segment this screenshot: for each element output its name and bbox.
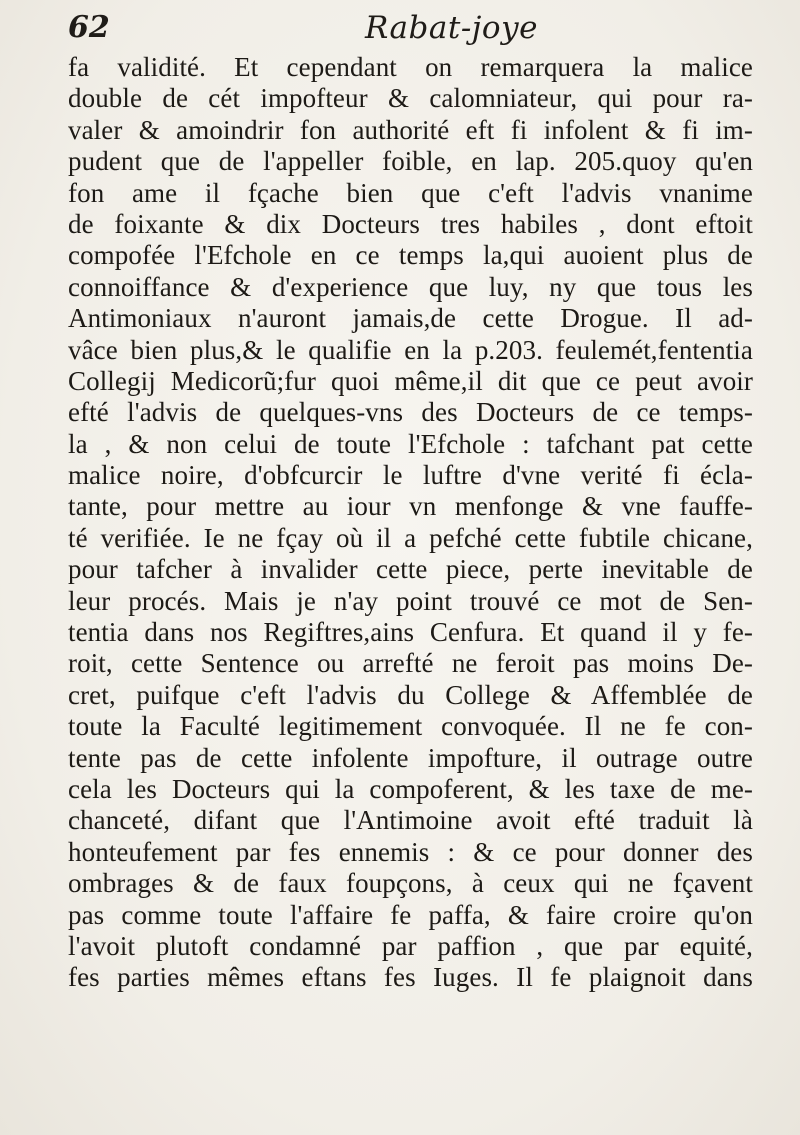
text-line: pas comme toute l'affaire fe paffa, & faire croire qu'on [68, 899, 753, 930]
bottom-margin [0, 1040, 800, 1135]
text-line: tente pas de cette infolente impofture, il outrage outre [68, 742, 753, 773]
page-header [68, 6, 748, 50]
text-line: toute la Faculté legitimement convoquée. Il ne fe con- [68, 711, 753, 742]
text-line: cret, puifque c'eft l'advis du College & Affemblée de [68, 679, 753, 710]
text-line: valer & amoindrir fon authorité eft fi infolent & fi im- [68, 114, 753, 145]
text-line: Collegij Medicorũ;fur quoi même,il dit que ce peut avoir [68, 365, 753, 396]
text-line: malice noire, d'obfcurcir le luftre d'vne verité fi écla- [68, 460, 753, 491]
text-line: pudent que de l'appeller foible, en lap. 205.quoy qu'en [68, 146, 753, 177]
text-line: fa validité. Et cependant on remarquera la malice [68, 52, 753, 82]
text-line: cela les Docteurs qui la compoferent, & les taxe de me- [68, 773, 753, 804]
text-line: l'avoit plutoft condamné par paffion , que par equité, [68, 930, 753, 961]
text-line: double de cét impofteur & calomniateur, qui pour ra- [68, 83, 753, 114]
text-line: vâce bien plus,& le qualifie en la p.203. feulemét,fententia [68, 334, 753, 365]
text-line: tentia dans nos Regiftres,ains Cenfura. Et quand il y fe- [68, 617, 753, 648]
text-line: fon ame il fçache bien que c'eft l'advis vnanime [68, 177, 753, 208]
text-line: fes parties mêmes eftans fes Iuges. Il fe plaignoit dans [68, 962, 753, 993]
text-line: de foixante & dix Docteurs tres habiles , dont eftoit [68, 208, 753, 239]
body-text [68, 52, 753, 994]
running-head: Rabat-joye [365, 10, 538, 46]
text-line: pour tafcher à invalider cette piece, perte inevitable de [68, 554, 753, 585]
text-line: la , & non celui de toute l'Efchole : tafchant pat cette [68, 428, 753, 459]
text-line: connoiffance & d'experience que luy, ny que tous les [68, 271, 753, 302]
text-line: compofée l'Efchole en ce temps la,qui auoient plus de [68, 240, 753, 271]
page-number: 62 [68, 10, 110, 45]
text-line: té verifiée. Ie ne fçay où il a pefché cette fubtile chicane, [68, 522, 753, 553]
text-line: roit, cette Sentence ou arrefté ne feroit pas moins De- [68, 648, 753, 679]
text-line: chanceté, difant que l'Antimoine avoit efté traduit là [68, 805, 753, 836]
text-line: honteufement par fes ennemis : & ce pour donner des [68, 836, 753, 867]
text-line: ombrages & de faux foupçons, à ceux qui ne fçavent [68, 868, 753, 899]
text-line: tante, pour mettre au iour vn menfonge & vne fauffe- [68, 491, 753, 522]
text-line: Antimoniaux n'auront jamais,de cette Drogue. Il ad- [68, 303, 753, 334]
text-line: leur procés. Mais je n'ay point trouvé ce mot de Sen- [68, 585, 753, 616]
text-line: efté l'advis de quelques-vns des Docteurs de ce temps- [68, 397, 753, 428]
